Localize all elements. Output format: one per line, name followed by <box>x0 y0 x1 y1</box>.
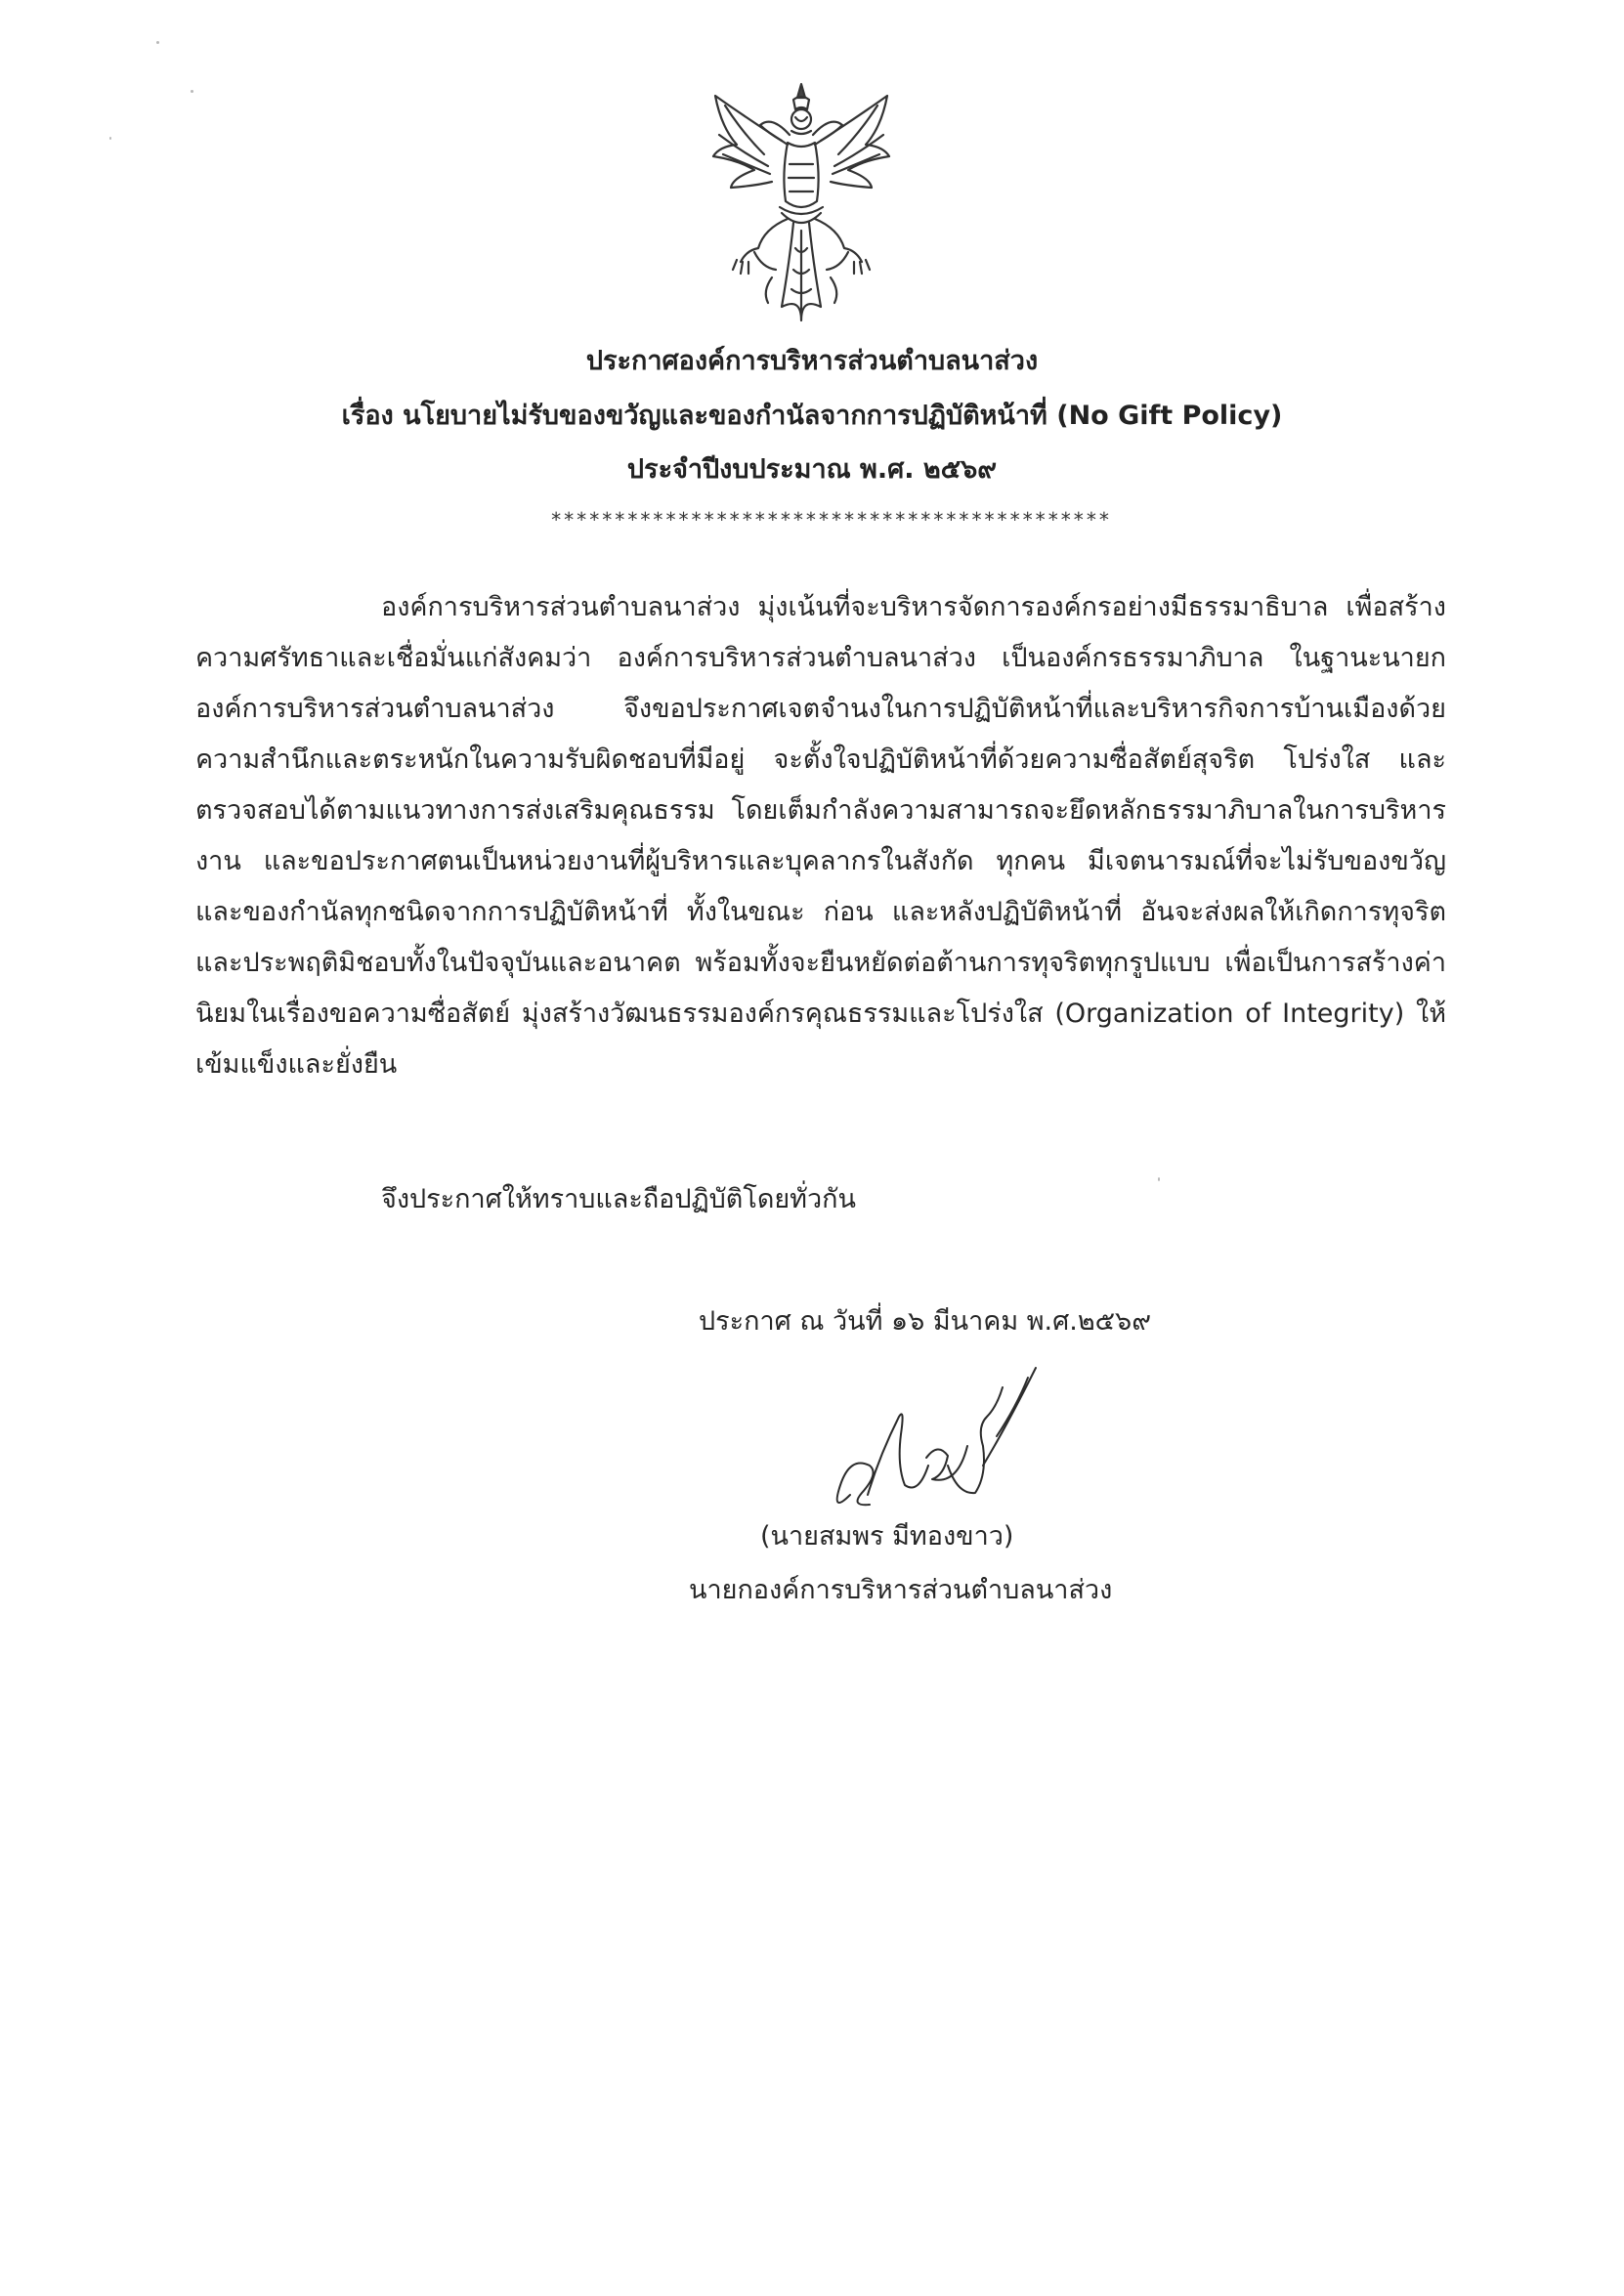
scan-speck <box>109 137 111 140</box>
body-section <box>195 582 1446 1090</box>
closing-statement: จึงประกาศให้ทราบและถือปฏิบัติโดยทั่วกัน <box>381 1184 856 1214</box>
signer-title: นายกองค์การบริหารส่วนตำบลนาส่วง <box>689 1575 1113 1605</box>
fiscal-year: ประจำปีงบประมาณ พ.ศ. ๒๕๖๙ <box>626 454 998 485</box>
scan-speck <box>156 41 159 44</box>
body-paragraph: องค์การบริหารส่วนตำบลนาส่วง มุ่งเน้นที่จะบริหารจัดการองค์กรอย่างมีธรรมาธิบาล เพื่อสร้างความศรัทธาและเชื่อมั่นแก่สังคมว่า องค์การบริหารส่วนตำบลนาส่วง เป็นองค์กรธรรมาภิบาล ในฐานะนายกองค์การบริหารส่วนตำบลนาส่วง จึงขอประกาศเจตจำนงในการปฏิบัติหน้าที่และบริหารกิจการบ้านเมืองด้วยความสำนึกและตระหนักในความรับผิดชอบที่มีอยู่ จะตั้งใจปฏิบัติหน้าที่ด้วยความซื่อสัตย์สุจริต โปร่งใส และตรวจสอบได้ตามแนวทางการส่งเสริมคุณธรรม โดยเต็มกำลังความสามารถจะยึดหลักธรรมาภิบาลในการบริหารงาน และขอประกาศตนเป็นหน่วยงานที่ผู้บริหารและบุคลากรในสังกัด ทุกคน มีเจตนารมณ์ที่จะไม่รับของขวัญและของกำนัลทุกชนิดจากการปฏิบัติหน้าที่ ทั้งในขณะ ก่อน และหลังปฏิบัติหน้าที่ อันจะส่งผลให้เกิดการทุจริตและประพฤติมิชอบทั้งในปัจจุบันและอนาคต พร้อมทั้งจะยืนหยัดต่อต้านการทุจริตทุกรูปแบบ เพื่อเป็นการสร้างค่านิยมในเรื่องขอความซื่อสัตย์ มุ่งสร้างวัฒนธรรมองค์กรคุณธรรมและโปร่งใส (Organization of Integrity) ให้เข้มแข็งและยั่งยืน <box>195 592 1446 1080</box>
garuda-emblem <box>704 76 899 330</box>
separator-line: ******************************************** <box>550 508 1111 531</box>
signer-name: (นายสมพร มีทองขาว) <box>760 1521 1014 1552</box>
announcement-subject: เรื่อง นโยบายไม่รับของขวัญและของกำนัลจากการปฏิบัติหน้าที่ (No Gift Policy) <box>341 401 1283 431</box>
announcement-title: ประกาศองค์การบริหารส่วนตำบลนาส่วง <box>585 346 1039 376</box>
scan-speck <box>191 90 193 93</box>
date-line: ประกาศ ณ วันที่ ๑๖ มีนาคม พ.ศ.๒๕๖๙ <box>699 1306 1151 1337</box>
handwritten-signature <box>811 1348 1065 1524</box>
scan-speck <box>1158 1177 1160 1181</box>
